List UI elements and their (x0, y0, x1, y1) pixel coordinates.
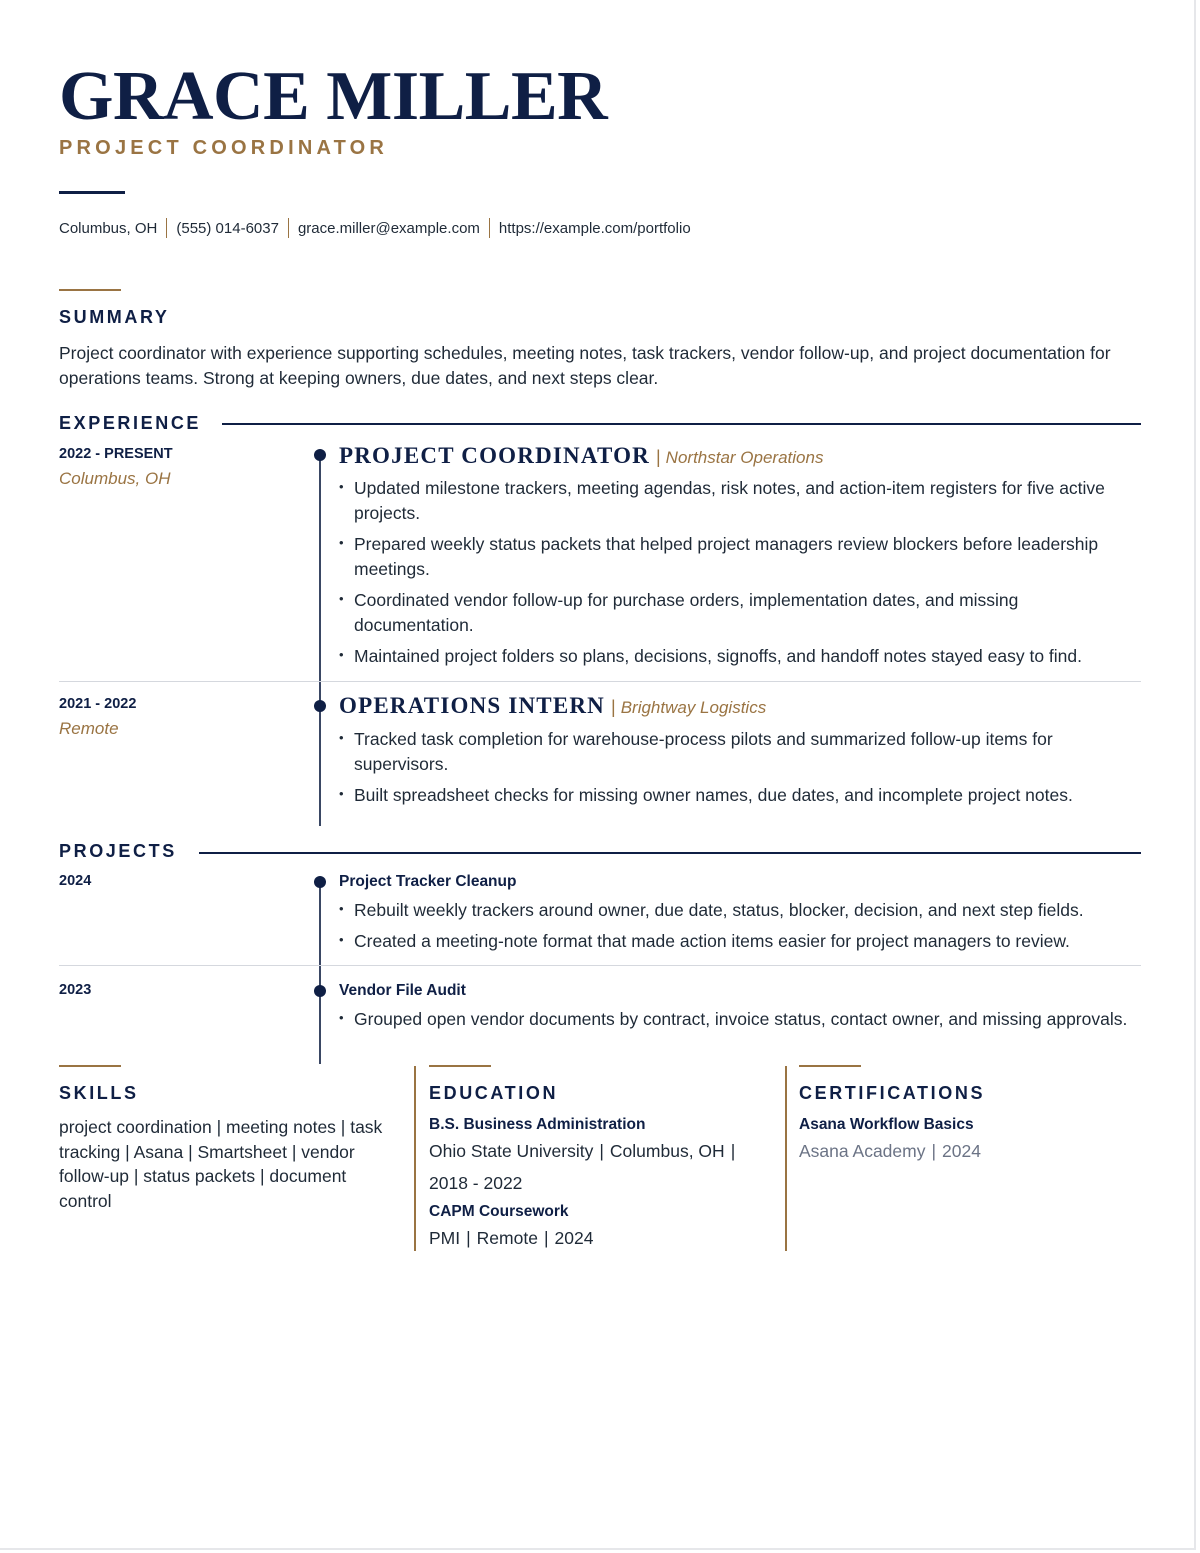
skills-heading: SKILLS (59, 1083, 139, 1103)
summary-accent-rule (59, 289, 121, 291)
candidate-role: PROJECT COORDINATOR (59, 137, 389, 159)
job-dates: 2022 - PRESENT (59, 446, 173, 462)
certification-name: Asana Workflow Basics (799, 1116, 974, 1133)
header-divider (59, 191, 125, 194)
list-item: • Maintained project folders so plans, decisions, signoffs, and handoff notes stayed easy to find. (339, 644, 1119, 669)
job-bullets (339, 476, 1119, 675)
column-divider (785, 1066, 787, 1251)
certifications-heading: CERTIFICATIONS (799, 1083, 986, 1103)
project-year: 2023 (59, 982, 92, 998)
job-separator: | (611, 697, 616, 717)
job-company: Brightway Logistics (620, 698, 767, 717)
candidate-name: GRACE MILLER (59, 58, 608, 135)
certification-details (799, 1141, 981, 1162)
education-years: 2024 (554, 1228, 594, 1248)
education-details (429, 1222, 593, 1254)
timeline-dot (314, 449, 326, 461)
project-divider (59, 965, 1141, 966)
job-dates: 2021 - 2022 (59, 696, 137, 712)
summary-heading: SUMMARY (59, 307, 170, 327)
projects-rule (199, 852, 1141, 854)
certifications-accent-rule (799, 1065, 861, 1067)
contact-line (59, 218, 691, 238)
education-place: Columbus, OH (609, 1141, 725, 1161)
experience-timeline (319, 455, 321, 826)
list-item: • Updated milestone trackers, meeting agendas, risk notes, and action-item registers for five active projects. (339, 476, 1119, 526)
projects-heading: PROJECTS (59, 841, 177, 861)
skills-text: project coordination | meeting notes | task tracking | Asana | Smartsheet | vendor follow-up | status packets | document control (59, 1117, 383, 1211)
list-item: • Created a meeting-note format that made action items easier for project managers to review. (339, 929, 1139, 954)
contact-email[interactable]: grace.miller@example.com (297, 219, 480, 237)
education-details (429, 1135, 741, 1167)
certification-issuer: Asana Academy (799, 1141, 926, 1161)
column-divider (414, 1066, 416, 1251)
education-school: PMI (429, 1228, 461, 1248)
education-heading: EDUCATION (429, 1083, 559, 1103)
job-title: OPERATIONS INTERN (339, 693, 605, 718)
pipe-separator: | (931, 1141, 937, 1161)
job-location: Columbus, OH (59, 469, 171, 488)
pipe-separator: | (466, 1228, 471, 1248)
job-heading (339, 443, 823, 469)
certification-year: 2024 (942, 1141, 981, 1161)
project-year: 2024 (59, 873, 92, 889)
education-accent-rule (429, 1065, 491, 1067)
list-item: • Grouped open vendor documents by contract, invoice status, contact owner, and missing approvals. (339, 1007, 1139, 1032)
job-heading (339, 693, 766, 719)
job-location: Remote (59, 719, 119, 738)
job-separator: | (655, 447, 661, 467)
project-title: Project Tracker Cleanup (339, 873, 517, 890)
pipe-separator: | (543, 1228, 549, 1248)
timeline-dot (314, 985, 326, 997)
skills-accent-rule (59, 1065, 121, 1067)
education-degree: CAPM Coursework (429, 1203, 569, 1220)
education-place: Remote (476, 1228, 538, 1248)
contact-separator (489, 218, 490, 238)
pipe-separator: | (599, 1141, 604, 1161)
contact-separator (288, 218, 289, 238)
projects-timeline (319, 882, 321, 1064)
list-item: • Prepared weekly status packets that helped project managers review blockers before leadership meetings. (339, 532, 1119, 582)
job-bullets (339, 727, 1119, 814)
project-bullets (339, 898, 1139, 960)
list-item: • Coordinated vendor follow-up for purchase orders, implementation dates, and missing documentation. (339, 588, 1119, 638)
project-title: Vendor File Audit (339, 982, 466, 999)
job-divider (59, 681, 1141, 682)
timeline-dot (314, 876, 326, 888)
contact-phone[interactable]: (555) 014-6037 (176, 219, 279, 237)
list-item: • Rebuilt weekly trackers around owner, due date, status, blocker, decision, and next step fields. (339, 898, 1139, 923)
list-item: • Tracked task completion for warehouse-process pilots and summarized follow-up items for supervisors. (339, 727, 1119, 777)
education-years: 2018 - 2022 (429, 1173, 523, 1193)
experience-heading: EXPERIENCE (59, 413, 202, 433)
contact-portfolio-link[interactable]: https://example.com/portfolio (498, 219, 691, 237)
project-bullets (339, 1007, 1139, 1038)
list-item: • Built spreadsheet checks for missing owner names, due dates, and incomplete project notes. (339, 783, 1119, 808)
education-school: Ohio State University (429, 1141, 594, 1161)
experience-rule (222, 423, 1141, 425)
education-degree: B.S. Business Administration (429, 1116, 646, 1133)
summary-text: Project coordinator with experience supporting schedules, meeting notes, task trackers, vendor follow-up, and project documentation for operations teams. Strong at keeping owners, due dates, and next steps clear. (59, 343, 1111, 388)
job-title: PROJECT COORDINATOR (339, 443, 650, 468)
contact-separator (166, 218, 167, 238)
job-company: Northstar Operations (665, 448, 824, 467)
pipe-separator: | (730, 1141, 736, 1161)
contact-location: Columbus, OH (59, 219, 158, 237)
timeline-dot (314, 700, 326, 712)
